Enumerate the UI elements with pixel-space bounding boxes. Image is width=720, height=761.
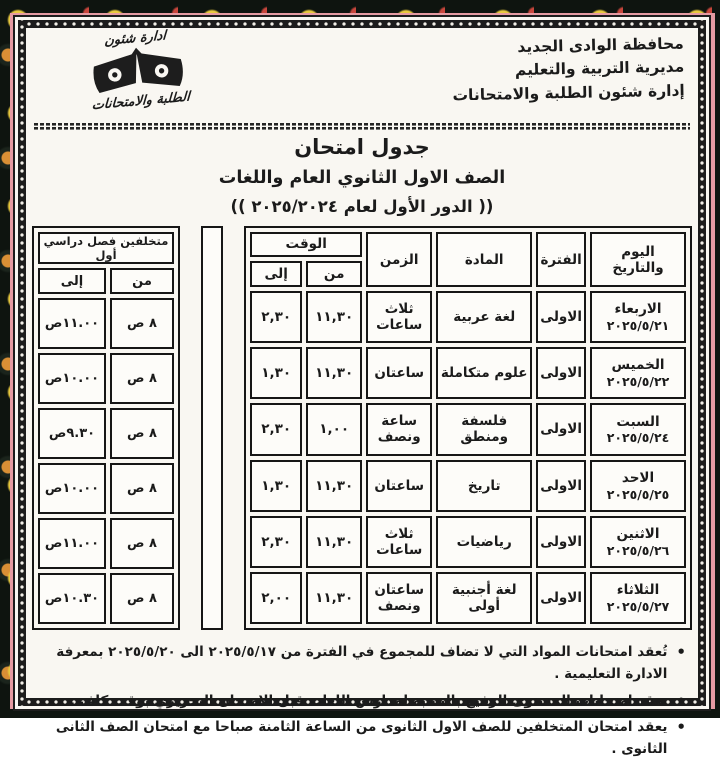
table-row	[250, 403, 686, 455]
period-cell: الاولى	[536, 460, 586, 512]
table-row	[250, 347, 686, 399]
subject-cell: لغة عربية	[436, 291, 532, 343]
time-to-cell: ٢,٣٠	[250, 403, 302, 455]
page-title: جدول امتحان	[294, 135, 430, 159]
makeup-from-cell: ٨ ص	[110, 408, 174, 459]
exam-schedule-table	[244, 226, 692, 630]
logo-bottom-text: الطلبة والامتحانات	[91, 89, 191, 114]
table-row	[250, 291, 686, 343]
footnote-text: يعقد امتحان المتخلفين للصف الاول الثانوى من الساعة الثامنة صباحا مع امتحان الصف الثانى الثانوى .	[55, 719, 668, 758]
time-from-cell: ١١,٣٠	[306, 516, 362, 568]
day-date-cell: السبت ٢٠٢٥/٥/٢٤	[590, 403, 686, 455]
organization-text-block	[451, 33, 685, 108]
time-to-cell: ٢,٣٠	[250, 516, 302, 568]
time-to-cell: ٢,٠٠	[250, 572, 302, 624]
time-from-cell: ١١,٣٠	[306, 347, 362, 399]
duration-cell: ساعتان ونصف	[366, 572, 432, 624]
makeup-to-cell: ١٠.٠٠ص	[38, 463, 106, 514]
exam-schedule-document	[13, 15, 711, 758]
time-from-cell: ١,٠٠	[306, 403, 362, 455]
col-header-time-to: إلى	[250, 261, 302, 288]
schedule-tables	[32, 226, 692, 630]
table-row	[250, 572, 686, 624]
footnotes	[32, 641, 692, 761]
col-header-time: الوقت	[250, 232, 362, 257]
equals-separator-line	[34, 123, 690, 130]
period-cell: الاولى	[536, 347, 586, 399]
col-header-subject: المادة	[436, 232, 532, 287]
makeup-exams-table	[32, 226, 180, 630]
document-header	[32, 28, 692, 121]
bullet-icon: •	[676, 691, 686, 710]
duration-cell: ساعتان	[366, 460, 432, 512]
footnote-text: تعقد امتحانات المستوى الرفيع بالنسبة لمدارس اللغات قبل الامتحان التحريري بوقت كاف .	[69, 692, 668, 709]
table-row	[38, 463, 174, 514]
time-to-cell: ١,٣٠	[250, 347, 302, 399]
makeup-col-from: من	[110, 268, 174, 294]
period-cell: الاولى	[536, 291, 586, 343]
col-header-duration: الزمن	[366, 232, 432, 287]
bullet-icon: •	[676, 643, 686, 661]
day-date-cell: الاربعاء ٢٠٢٥/٥/٢١	[590, 291, 686, 343]
makeup-col-to: إلى	[38, 268, 106, 294]
duration-cell: ساعتان	[366, 347, 432, 399]
term-year-line: (( الدور الأول لعام ٢٠٢٥/٢٠٢٤ ))	[230, 197, 494, 216]
makeup-to-cell: ١٠.٠٠ص	[38, 353, 106, 404]
ministry-logo	[35, 22, 241, 118]
time-to-cell: ٢,٣٠	[250, 291, 302, 343]
governorate-name: محافظة الوادى الجديد	[516, 34, 684, 57]
time-to-cell: ١,٣٠	[250, 460, 302, 512]
bullet-icon: •	[676, 718, 686, 737]
period-cell: الاولى	[536, 516, 586, 568]
time-from-cell: ١١,٣٠	[306, 572, 362, 624]
makeup-table-title: متخلفين فصل دراسي أول	[38, 232, 174, 264]
col-header-period: الفترة	[536, 232, 586, 287]
makeup-to-cell: ١١.٠٠ص	[38, 518, 106, 569]
document-content	[32, 28, 692, 758]
table-row	[250, 460, 686, 512]
makeup-from-cell: ٨ ص	[110, 353, 174, 404]
day-date-cell: الثلاثاء ٢٠٢٥/٥/٢٧	[590, 572, 686, 624]
duration-cell: ساعة ونصف	[366, 403, 432, 455]
grade-subtitle: الصف الاول الثانوي العام واللغات	[218, 168, 506, 188]
subject-cell: علوم متكاملة	[436, 347, 532, 399]
footnote-item	[34, 716, 686, 761]
directorate-name: مديرية التربية والتعليم	[514, 57, 685, 80]
logo-top-text: ادارة شئون	[104, 28, 167, 49]
subject-cell: لغة أجنبية أولى	[436, 572, 532, 624]
makeup-from-cell: ٨ ص	[110, 573, 174, 624]
col-header-time-from: من	[306, 261, 362, 288]
footnote-item	[34, 641, 686, 686]
makeup-from-cell: ٨ ص	[110, 298, 174, 349]
col-header-day: اليوم والتاريخ	[590, 232, 686, 287]
day-date-cell: الاثنين ٢٠٢٥/٥/٢٦	[590, 516, 686, 568]
footnote-text: تُعقد امتحانات المواد التي لا تضاف للمجموع في الفترة من ٢٠٢٥/٥/١٧ الى ٢٠٢٥/٥/٢٠ بمعرفة الادارة التعليمية .	[56, 644, 668, 683]
table-row	[38, 573, 174, 624]
empty-spacer-column	[201, 226, 223, 630]
duration-cell: ثلاث ساعات	[366, 291, 432, 343]
diamond-border-right	[698, 20, 706, 706]
table-row	[38, 408, 174, 459]
time-from-cell: ١١,٣٠	[306, 460, 362, 512]
diamond-border-top	[18, 20, 706, 28]
period-cell: الاولى	[536, 403, 586, 455]
table-row	[38, 518, 174, 569]
subject-cell: فلسفة ومنطق	[436, 403, 532, 455]
footnote-item	[34, 690, 686, 713]
makeup-from-cell: ٨ ص	[110, 463, 174, 514]
makeup-from-cell: ٨ ص	[110, 518, 174, 569]
makeup-to-cell: ٩.٣٠ص	[38, 408, 106, 459]
table-row	[38, 298, 174, 349]
period-cell: الاولى	[536, 572, 586, 624]
day-date-cell: الاحد ٢٠٢٥/٥/٢٥	[590, 460, 686, 512]
table-row	[250, 516, 686, 568]
subject-cell: رياضيات	[436, 516, 532, 568]
diamond-border-left	[18, 20, 26, 706]
makeup-to-cell: ١٠.٣٠ص	[38, 573, 106, 624]
administration-name: إدارة شئون الطلبة والامتحانات	[452, 81, 685, 104]
table-row	[38, 353, 174, 404]
subject-cell: تاريخ	[436, 460, 532, 512]
time-from-cell: ١١,٣٠	[306, 291, 362, 343]
duration-cell: ثلاث ساعات	[366, 516, 432, 568]
makeup-to-cell: ١١.٠٠ص	[38, 298, 106, 349]
day-date-cell: الخميس ٢٠٢٥/٥/٢٢	[590, 347, 686, 399]
